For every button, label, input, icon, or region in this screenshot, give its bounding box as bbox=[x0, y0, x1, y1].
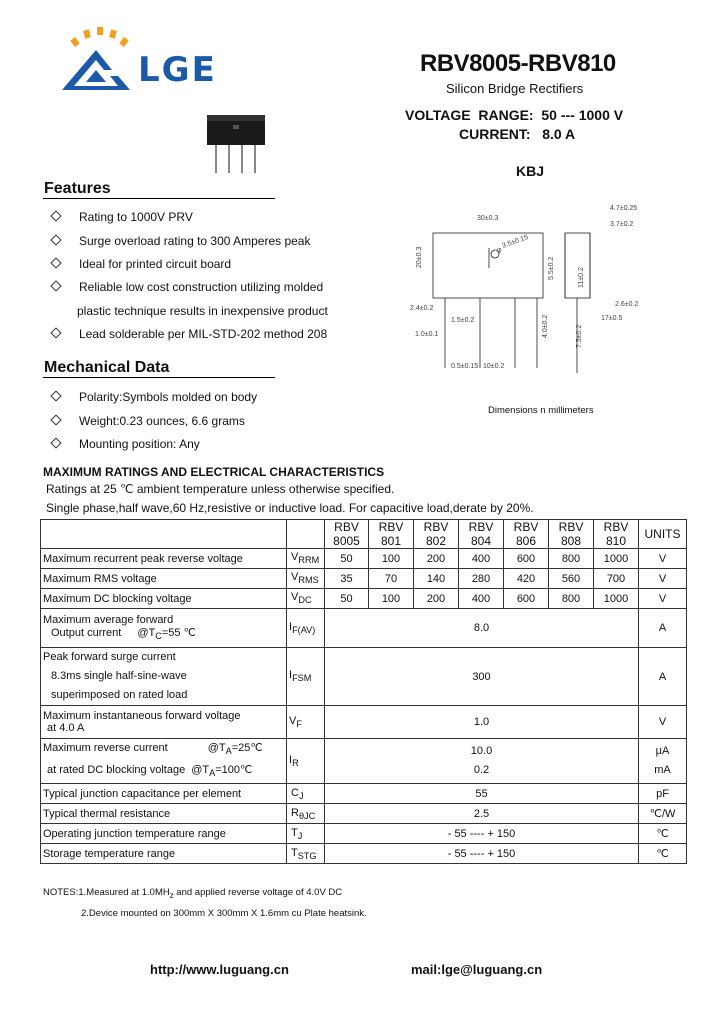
value-cell: 1000 bbox=[594, 589, 639, 609]
unit-cell: ℃ bbox=[639, 844, 687, 864]
param-cell: Storage temperature range bbox=[41, 844, 287, 864]
unit-cell: V bbox=[639, 706, 687, 739]
param-cell: Typical thermal resistance bbox=[41, 804, 287, 824]
unit-cell: ℃ bbox=[639, 824, 687, 844]
table-row bbox=[41, 804, 687, 824]
value-cell: 700 bbox=[594, 569, 639, 589]
features-rule bbox=[43, 198, 275, 199]
table-row bbox=[41, 648, 687, 706]
value-cell: 800 bbox=[549, 589, 594, 609]
value-cell: 140 bbox=[414, 569, 459, 589]
value-cell: 600 bbox=[504, 549, 549, 569]
value-cell: 600 bbox=[504, 589, 549, 609]
param-cell: Maximum RMS voltage bbox=[41, 569, 287, 589]
unit-cell: A bbox=[639, 648, 687, 706]
value-cell: 800 bbox=[549, 549, 594, 569]
value-cell: 420 bbox=[504, 569, 549, 589]
table-header-cell bbox=[287, 520, 325, 549]
table-header-cell bbox=[41, 520, 287, 549]
ratings-table bbox=[40, 519, 687, 864]
table-row bbox=[41, 706, 687, 739]
param-cell: Peak forward surge current 8.3ms single half-sine-wave superimposed on rated load bbox=[41, 648, 287, 706]
value-cell: 100 bbox=[369, 549, 414, 569]
dimensions-caption: Dimensions n millimeters bbox=[488, 405, 594, 416]
package-name: KBJ bbox=[516, 163, 545, 179]
diamond-bullet-icon bbox=[50, 414, 61, 425]
table-header-cell: UNITS bbox=[639, 520, 687, 549]
table-row bbox=[41, 784, 687, 804]
feature-item: Lead solderable per MIL-STD-202 method 208 bbox=[52, 327, 327, 341]
table-header-cell: RBV 802 bbox=[414, 520, 459, 549]
dim-label: 17±0.5 bbox=[601, 315, 623, 322]
footer-mail-link[interactable]: mail:lge@luguang.cn bbox=[411, 962, 543, 977]
feature-item: Rating to 1000V PRV bbox=[52, 210, 193, 224]
symbol-cell: $V_{RRM}$ bbox=[287, 549, 325, 569]
value-cell: 50 bbox=[325, 589, 369, 609]
unit-cell: V bbox=[639, 589, 687, 609]
table-header-cell: RBV 801 bbox=[369, 520, 414, 549]
table-row bbox=[41, 609, 687, 648]
table-header-cell: RBV 810 bbox=[594, 520, 639, 549]
value-cell: 55 bbox=[325, 784, 639, 804]
symbol-cell: $V_{RMS}$ bbox=[287, 569, 325, 589]
symbol-cell: $I_R$ bbox=[287, 739, 325, 784]
ratings-title: MAXIMUM RATINGS AND ELECTRICAL CHARACTERISTICS bbox=[43, 465, 385, 479]
value-cell: 1000 bbox=[594, 549, 639, 569]
value-cell: 70 bbox=[369, 569, 414, 589]
table-row bbox=[41, 739, 687, 784]
mechanical-title: Mechanical Data bbox=[44, 359, 170, 376]
value-cell: 35 bbox=[325, 569, 369, 589]
dim-label: 7.5±0.2 bbox=[576, 324, 583, 348]
package-outline-drawing bbox=[405, 198, 645, 383]
param-cell: Maximum recurrent peak reverse voltage bbox=[41, 549, 287, 569]
diamond-bullet-icon bbox=[50, 327, 61, 338]
dim-label: 2.6±0.2 bbox=[615, 301, 639, 308]
value-cell: 50 bbox=[325, 549, 369, 569]
value-cell: 400 bbox=[459, 549, 504, 569]
ratings-note: Single phase,half wave,60 Hz,resistive or inductive load. For capacitive load,derate by 20%. bbox=[46, 501, 534, 515]
value-cell: 1.0 bbox=[325, 706, 639, 739]
logo-icon bbox=[60, 24, 140, 94]
table-header-row bbox=[41, 520, 687, 549]
value-cell: 8.0 bbox=[325, 609, 639, 648]
bridge-rectifier-image bbox=[205, 113, 267, 173]
feature-item-continuation: plastic technique results in inexpensive product bbox=[77, 304, 328, 318]
unit-cell: V bbox=[639, 569, 687, 589]
table-header-cell: RBV 8005 bbox=[325, 520, 369, 549]
symbol-cell: $T_J$ bbox=[287, 824, 325, 844]
symbol-cell: $T_{STG}$ bbox=[287, 844, 325, 864]
mechanical-rule bbox=[43, 377, 275, 378]
symbol-cell: $V_{DC}$ bbox=[287, 589, 325, 609]
voltage-range: VOLTAGE RANGE: 50 --- 1000 V bbox=[405, 107, 624, 123]
ratings-note: Ratings at 25 ℃ ambient temperature unless otherwise specified. bbox=[46, 482, 395, 496]
diamond-bullet-icon bbox=[50, 234, 61, 245]
dim-label: 1.0±0.1 bbox=[415, 331, 439, 338]
dim-label: 4.0±0.2 bbox=[542, 314, 549, 338]
table-header-cell: RBV 806 bbox=[504, 520, 549, 549]
dim-label: 1.5±0.2 bbox=[451, 317, 475, 324]
table-header-cell: RBV 808 bbox=[549, 520, 594, 549]
dim-label: φ bbox=[497, 247, 502, 254]
param-cell: Maximum reverse current $@T_A=25℃$ at rated DC blocking voltage $@T_A=100℃$ bbox=[41, 739, 287, 784]
param-cell: Typical junction capacitance per element bbox=[41, 784, 287, 804]
dim-label: 0.5±0.15 bbox=[451, 363, 479, 370]
value-cell: 200 bbox=[414, 589, 459, 609]
value-cell: - 55 ---- + 150 bbox=[325, 824, 639, 844]
part-number: RBV8005-RBV810 bbox=[420, 50, 616, 77]
value-cell: 100 bbox=[369, 589, 414, 609]
feature-item: Ideal for printed circuit board bbox=[52, 257, 231, 271]
features-title: Features bbox=[44, 180, 111, 197]
dim-label: 11±0.2 bbox=[578, 267, 585, 288]
param-cell: Operating junction temperature range bbox=[41, 824, 287, 844]
value-cell: 400 bbox=[459, 589, 504, 609]
unit-cell: pF bbox=[639, 784, 687, 804]
feature-item: Surge overload rating to 300 Amperes peak bbox=[52, 234, 310, 248]
dim-label: 10±0.2 bbox=[483, 363, 505, 370]
dim-label: 5.5±0.2 bbox=[548, 256, 555, 280]
feature-item: Reliable low cost construction utilizing molded bbox=[52, 280, 323, 294]
dim-label: 3.7±0.2 bbox=[610, 221, 634, 228]
table-row bbox=[41, 589, 687, 609]
mechanical-item: Mounting position: Any bbox=[52, 437, 200, 451]
unit-cell: ℃/W bbox=[639, 804, 687, 824]
table-row bbox=[41, 569, 687, 589]
note-2: 2.Device mounted on 300mm X 300mm X 1.6mm cu Plate heatsink. bbox=[81, 908, 367, 919]
value-cell: 200 bbox=[414, 549, 459, 569]
symbol-cell: $I_{FSM}$ bbox=[287, 648, 325, 706]
value-cell: - 55 ---- + 150 bbox=[325, 844, 639, 864]
unit-cell: V bbox=[639, 549, 687, 569]
logo bbox=[60, 24, 140, 94]
unit-cell: A bbox=[639, 609, 687, 648]
dim-label: 20±0.3 bbox=[416, 246, 423, 268]
param-cell: Maximum DC blocking voltage bbox=[41, 589, 287, 609]
current-rating: CURRENT: 8.0 A bbox=[459, 126, 576, 142]
table-row bbox=[41, 824, 687, 844]
value-cell: 10.0 0.2 bbox=[325, 739, 639, 784]
diamond-bullet-icon bbox=[50, 437, 61, 448]
mechanical-item: Polarity:Symbols molded on body bbox=[52, 390, 257, 404]
param-cell: Maximum instantaneous forward voltage at 4.0 A bbox=[41, 706, 287, 739]
value-cell: 2.5 bbox=[325, 804, 639, 824]
unit-cell: μA mA bbox=[639, 739, 687, 784]
dim-label: 30±0.3 bbox=[477, 215, 499, 222]
symbol-cell: $R_{\theta JC}$ bbox=[287, 804, 325, 824]
symbol-cell: $C_J$ bbox=[287, 784, 325, 804]
param-cell: Maximum average forward Output current $@T_C=55$ ℃ bbox=[41, 609, 287, 648]
diamond-bullet-icon bbox=[50, 210, 61, 221]
table-header-cell: RBV 804 bbox=[459, 520, 504, 549]
dimension-drawing bbox=[405, 198, 645, 383]
value-cell: 560 bbox=[549, 569, 594, 589]
brand-name: LGE bbox=[138, 50, 217, 90]
table-row bbox=[41, 549, 687, 569]
symbol-cell: $V_F$ bbox=[287, 706, 325, 739]
table-row bbox=[41, 844, 687, 864]
value-cell: 280 bbox=[459, 569, 504, 589]
symbol-cell: $I_{F(AV)}$ bbox=[287, 609, 325, 648]
dim-label: 2.4±0.2 bbox=[410, 305, 434, 312]
diamond-bullet-icon bbox=[50, 280, 61, 291]
diamond-bullet-icon bbox=[50, 390, 61, 401]
dim-label: 4.7±0.25 bbox=[610, 205, 638, 212]
subtitle: Silicon Bridge Rectifiers bbox=[446, 81, 584, 96]
mechanical-item: Weight:0.23 ounces, 6.6 grams bbox=[52, 414, 245, 428]
diamond-bullet-icon bbox=[50, 257, 61, 268]
dim-label: 3.5±0.15 bbox=[501, 233, 530, 250]
value-cell: 300 bbox=[325, 648, 639, 706]
note-1: NOTES:1.Measured at $1.0MH_z$ and applied reverse voltage of 4.0V DC bbox=[43, 887, 343, 900]
footer-url-link[interactable]: http://www.luguang.cn bbox=[150, 962, 289, 977]
component-image bbox=[205, 113, 267, 173]
